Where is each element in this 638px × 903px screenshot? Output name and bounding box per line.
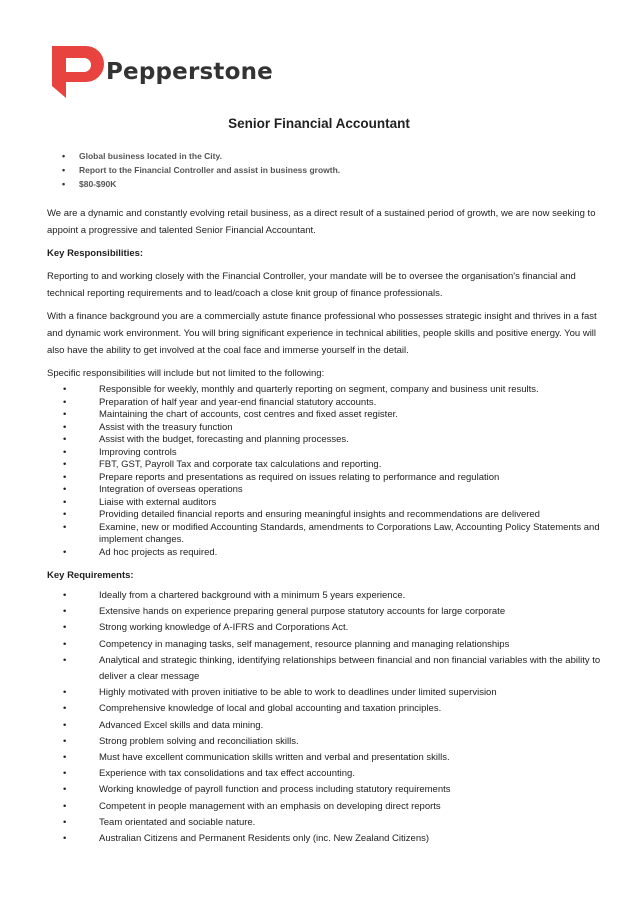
list-item-text: Providing detailed financial reports and ensuring meaningful insights and recommendations are delivered	[99, 509, 540, 520]
list-item	[47, 459, 603, 472]
list-item-text: Assist with the budget, forecasting and planning processes.	[99, 434, 349, 445]
page-title: Senior Financial Accountant	[228, 116, 410, 131]
list-item-text: Experience with tax consolidations and tax effect accounting.	[99, 768, 355, 780]
bullet-icon: •	[63, 471, 67, 483]
list-item-text: Preparation of half year and year-end financial statutory accounts.	[99, 396, 377, 408]
list-item-text: Ad hoc projects as required.	[99, 546, 218, 558]
document-body	[47, 205, 603, 855]
list-item-text: Highly motivated with proven initiative to be able to work to deadlines under limited supervision	[99, 687, 497, 699]
bullet-icon: •	[63, 703, 67, 715]
list-item	[47, 409, 603, 422]
list-item	[47, 604, 603, 620]
list-item-text: Strong problem solving and reconciliation skills.	[99, 735, 299, 747]
list-item	[47, 472, 603, 485]
list-item	[47, 509, 603, 522]
list-item-text: Liaise with external auditors	[99, 496, 217, 508]
bullet-icon: •	[63, 654, 67, 666]
list-item	[47, 422, 603, 435]
list-item	[47, 384, 603, 397]
list-item-text: Must have excellent communication skills written and verbal and presentation skills.	[99, 752, 450, 764]
list-item	[47, 637, 603, 653]
brand-name: Pepperstone	[106, 59, 273, 85]
list-item	[62, 149, 340, 163]
list-item-text: Global business located in the City.	[79, 151, 222, 161]
list-item	[47, 815, 603, 831]
list-item	[47, 484, 603, 497]
bullet-icon: •	[63, 384, 67, 395]
list-item	[47, 799, 603, 815]
list-item-text: Report to the Financial Controller and assist in business growth.	[79, 165, 341, 175]
responsibilities-heading: Key Responsibilities:	[47, 248, 144, 259]
list-item	[47, 734, 603, 750]
responsibilities-list	[47, 384, 603, 559]
list-item	[47, 397, 603, 410]
list-item-text: Improving controls	[99, 446, 177, 458]
bullet-icon: •	[63, 816, 67, 828]
bullet-icon: •	[63, 606, 67, 618]
responsibilities-paragraph-2: With a finance background you are a commercially astute finance professional who possesses strategic insight and thrives in a fast and dynamic work environment. You will bring significant experience in technical abilities, people skills and positive energy. You will also have the ability to get involved at the coal face and immerse yourself in the detail.	[47, 311, 597, 356]
list-item	[47, 766, 603, 782]
requirements-list	[47, 588, 603, 847]
list-item-text: Examine, new or modified Accounting Standards, amendments to Corporations Law, Accounting Policy Statements and implement changes.	[99, 521, 600, 545]
intro-paragraph: We are a dynamic and constantly evolving retail business, as a direct result of a sustained period of growth, we are now seeking to appoint a progressive and talented Senior Financial Accountant.	[47, 208, 596, 236]
bullet-icon: •	[63, 396, 67, 408]
bullet-icon: •	[63, 784, 67, 796]
responsibilities-paragraph-3: Specific responsibilities will include but not limited to the following:	[47, 368, 325, 379]
list-item	[47, 685, 603, 701]
list-item-text: Competency in managing tasks, self management, resource planning and managing relationships	[99, 638, 510, 650]
bullet-icon: •	[62, 179, 66, 189]
bullet-icon: •	[63, 622, 67, 634]
list-item	[47, 522, 603, 547]
bullet-icon: •	[63, 638, 67, 650]
bullet-icon: •	[63, 768, 67, 780]
list-item	[47, 620, 603, 636]
list-item	[62, 177, 340, 191]
bullet-icon: •	[63, 496, 67, 508]
bullet-icon: •	[63, 409, 67, 420]
list-item-text: Analytical and strategic thinking, identifying relationships between financial and non financial variables with the ability to deliver a clear message	[99, 654, 601, 683]
list-item-text: Advanced Excel skills and data mining.	[99, 719, 264, 731]
list-item-text: $80-$90K	[79, 179, 117, 189]
pepperstone-logo-icon	[46, 46, 104, 98]
list-item-text: Prepare reports and presentations as required on issues relating to performance and regulation	[99, 471, 500, 483]
bullet-icon: •	[63, 509, 67, 520]
bullet-icon: •	[62, 151, 66, 161]
list-item-text: Maintaining the chart of accounts, cost centres and fixed asset register.	[99, 409, 398, 420]
list-item-text: FBT, GST, Payroll Tax and corporate tax calculations and reporting.	[99, 459, 382, 470]
list-item-text: Team orientated and sociable nature.	[99, 816, 256, 828]
bullet-icon: •	[63, 521, 67, 533]
bullet-icon: •	[63, 434, 67, 445]
list-item-text: Comprehensive knowledge of local and global accounting and taxation principles.	[99, 703, 442, 715]
list-item	[62, 163, 340, 177]
list-item	[47, 434, 603, 447]
list-item	[47, 547, 603, 560]
list-item	[47, 701, 603, 717]
bullet-icon: •	[63, 719, 67, 731]
requirements-heading: Key Requirements:	[47, 570, 134, 581]
list-item	[47, 447, 603, 460]
bullet-icon: •	[63, 590, 67, 601]
list-item	[47, 782, 603, 798]
list-item-text: Integration of overseas operations	[99, 484, 243, 495]
list-item	[47, 718, 603, 734]
list-item-text: Working knowledge of payroll function and process including statutory requirements	[99, 784, 451, 796]
bullet-icon: •	[63, 459, 67, 470]
bullet-icon: •	[63, 687, 67, 699]
bullet-icon: •	[63, 752, 67, 764]
list-item-text: Responsible for weekly, monthly and quarterly reporting on segment, company and business unit results.	[99, 384, 539, 395]
bullet-icon: •	[62, 165, 66, 175]
bullet-icon: •	[63, 546, 67, 558]
list-item-text: Ideally from a chartered background with a minimum 5 years experience.	[99, 590, 406, 601]
list-item-text: Strong working knowledge of A-IFRS and Corporations Act.	[99, 622, 349, 634]
bullet-icon: •	[63, 800, 67, 812]
list-item	[47, 750, 603, 766]
list-item-text: Assist with the treasury function	[99, 421, 233, 433]
list-item	[47, 588, 603, 604]
bullet-icon: •	[63, 484, 67, 495]
bullet-icon: •	[63, 446, 67, 458]
bullet-icon: •	[63, 735, 67, 747]
list-item	[47, 653, 603, 685]
bullet-icon: •	[63, 421, 67, 433]
responsibilities-paragraph-1: Reporting to and working closely with the Financial Controller, your mandate will be to oversee the organisation's financial and technical reporting requirements and to lead/coach a close knit group of finance professionals.	[47, 271, 576, 299]
list-item	[47, 497, 603, 510]
list-item-text: Australian Citizens and Permanent Residents only (inc. New Zealand Citizens)	[99, 833, 430, 845]
company-logo	[46, 46, 273, 98]
bullet-icon: •	[63, 833, 67, 845]
summary-list	[62, 149, 340, 191]
list-item-text: Extensive hands on experience preparing general purpose statutory accounts for large corporate	[99, 606, 506, 618]
list-item	[47, 831, 603, 847]
list-item-text: Competent in people management with an emphasis on developing direct reports	[99, 800, 441, 812]
